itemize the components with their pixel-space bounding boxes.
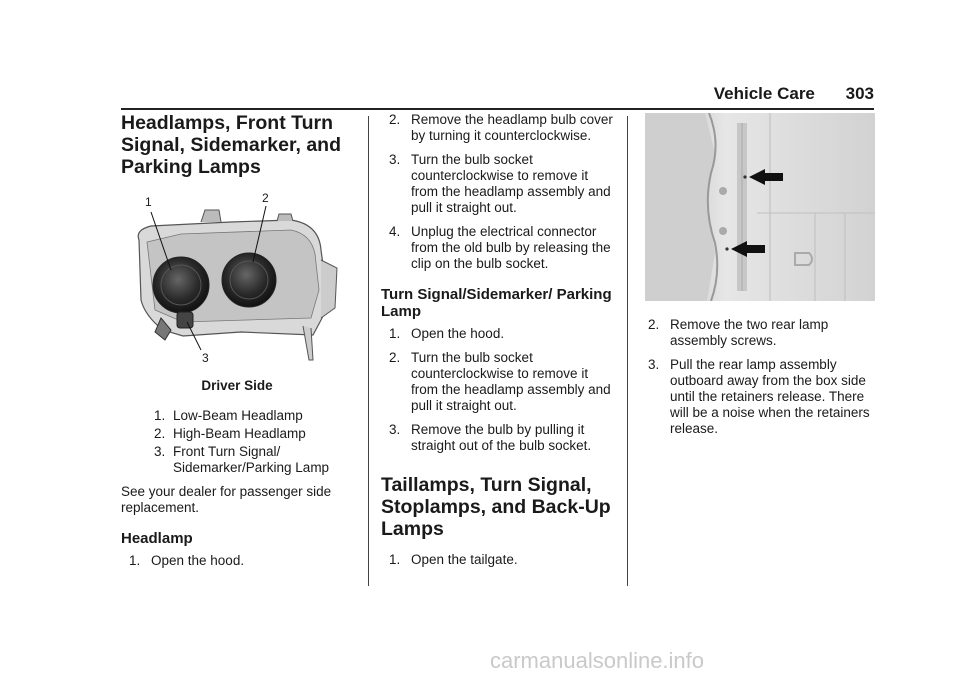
taillamps-heading: Taillamps, Turn Signal, Stoplamps, and Back-Up Lamps	[381, 474, 611, 540]
headlamp-steps	[121, 553, 353, 569]
turn-signal-steps	[381, 326, 616, 454]
taillamp-steps	[381, 552, 616, 568]
headlamp-illustration	[121, 190, 353, 368]
column-1	[121, 112, 353, 577]
headlamp-figure	[121, 190, 353, 372]
turn-signal-subheading: Turn Signal/Sidemarker/ Parking Lamp	[381, 286, 612, 320]
legend-item: 2. High-Beam Headlamp	[154, 426, 306, 441]
step-item: 3. Turn the bulb socket counterclockwise to remove it from the headlamp assembly and pull it straight out.	[389, 152, 611, 215]
rear-lamp-photo	[645, 113, 875, 301]
step-item: 1. Open the hood.	[129, 553, 245, 568]
page-header	[714, 84, 874, 104]
callout-3: 3	[202, 351, 209, 365]
headlamp-subheading: Headlamp	[121, 530, 193, 547]
step-item: 2. Remove the two rear lamp assembly screws.	[648, 317, 829, 348]
column-divider-1	[368, 116, 369, 586]
headlamps-heading: Headlamps, Front Turn Signal, Sidemarker, and Parking Lamps	[121, 112, 342, 178]
step-item: 1. Open the tailgate.	[389, 552, 518, 567]
step-item: 3. Pull the rear lamp assembly outboard away from the box side until the retainers release. There will be a noise when the retainers release.	[648, 357, 870, 436]
rear-lamp-steps	[640, 317, 876, 437]
dealer-note: See your dealer for passenger side replacement.	[121, 484, 332, 515]
legend-list	[121, 408, 353, 476]
section-title: Vehicle Care	[713, 84, 815, 103]
callout-2: 2	[262, 191, 269, 205]
step-item: 2. Remove the headlamp bulb cover by turning it counterclockwise.	[389, 112, 613, 143]
column-3	[640, 112, 876, 445]
column-divider-2	[627, 116, 628, 586]
page-number: 303	[845, 84, 874, 103]
headlamp-steps-continued	[381, 112, 616, 272]
step-item: 3. Remove the bulb by pulling it straight out of the bulb socket.	[389, 422, 592, 453]
callout-1: 1	[145, 195, 152, 209]
legend-item: 1. Low-Beam Headlamp	[154, 408, 303, 423]
figure-caption: Driver Side	[201, 378, 273, 393]
column-2	[381, 112, 616, 576]
watermark: carmanualsonline.info	[490, 648, 705, 673]
header-rule	[121, 108, 874, 110]
legend-item: 3. Front Turn Signal/ Sidemarker/Parking Lamp	[154, 444, 330, 475]
step-item: 1. Open the hood.	[389, 326, 505, 341]
step-item: 2. Turn the bulb socket counterclockwise to remove it from the headlamp assembly and pull it straight out.	[389, 350, 611, 413]
step-item: 4. Unplug the electrical connector from the old bulb by releasing the clip on the bulb socket.	[389, 224, 611, 271]
